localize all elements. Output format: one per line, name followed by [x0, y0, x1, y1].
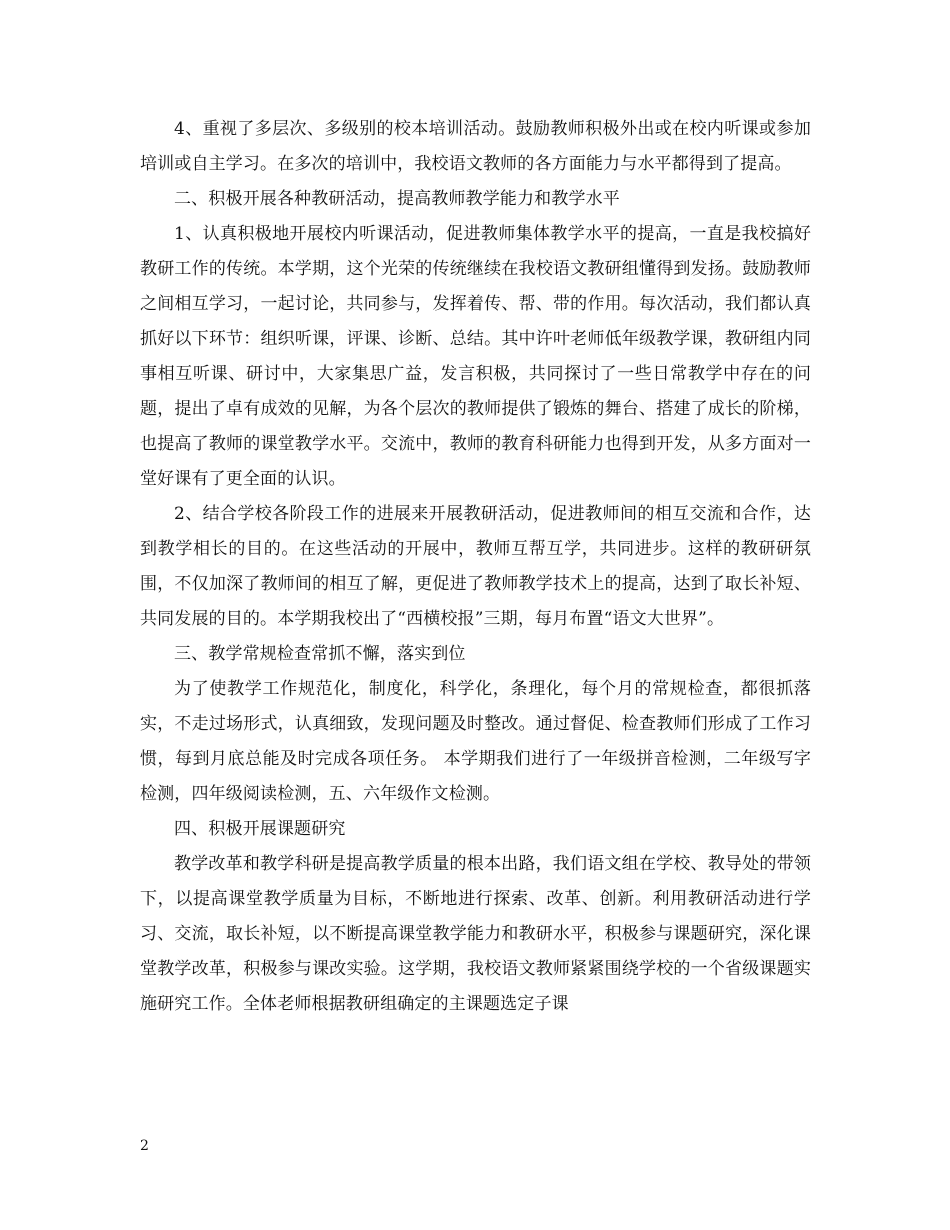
paragraph-cooperation: 2、结合学校各阶段工作的进展来开展教研活动，促进教师间的相互交流和合作，达到教学相长的目的。在这些活动的开展中，教师互帮互学，共同进步。这样的教研研氛围，不仅加深了教师间的相互了解，更促进了教师教学技术上的提高，达到了取长补短、共同发展的目的。本学期我校出了“西横校报”三期，每月布置“语文大世界”。: [140, 504, 811, 629]
page-number: 2: [140, 1138, 149, 1154]
document-body: [140, 112, 811, 1022]
heading-section-4: 四、积极开展课题研究: [174, 819, 346, 839]
paragraph-routine-check: 为了使教学工作规范化，制度化，科学化，条理化，每个月的常规检查，都很抓落实，不走过场形式，认真细致，发现问题及时整改。通过督促、检查教师们形成了工作习惯，每到月底总能及时完成各项任务。 本学期我们进行了一年级拼音检测，二年级写字检测，四年级阅读检测，五、六年级作文检测。: [140, 679, 811, 804]
heading-section-3: 三、教学常规检查常抓不懈，落实到位: [174, 644, 466, 664]
paragraph-training: 4、重视了多层次、多级别的校本培训活动。鼓励教师积极外出或在校内听课或参加培训或自主学习。在多次的培训中，我校语文教师的各方面能力与水平都得到了提高。: [140, 119, 811, 174]
paragraph-listening: 1、认真积极地开展校内听课活动，促进教师集体教学水平的提高，一直是我校搞好教研工作的传统。本学期，这个光荣的传统继续在我校语文教研组懂得到发扬。鼓励教师之间相互学习，一起讨论，共同参与，发挥着传、帮、带的作用。每次活动，我们都认真抓好以下环节：组织听课，评课、诊断、总结。其中许叶老师低年级教学课，教研组内同事相互听课、研讨中，大家集思广益，发言积极，共同探讨了一些日常教学中存在的问题，提出了卓有成效的见解，为各个层次的教师提供了锻炼的舞台、搭建了成长的阶梯，也提高了教师的课堂教学水平。交流中，教师的教育科研能力也得到开发，从多方面对一堂好课有了更全面的认识。: [140, 224, 811, 489]
paragraph-research: 教学改革和教学科研是提高教学质量的根本出路，我们语文组在学校、教导处的带领下，以提高课堂教学质量为目标，不断地进行探索、改革、创新。利用教研活动进行学习、交流，取长补短，以不断提高课堂教学能力和教研水平，积极参与课题研究，深化课堂教学改革，积极参与课改实验。这学期，我校语文教师紧紧围绕学校的一个省级课题实施研究工作。全体老师根据教研组确定的主课题选定子课: [140, 854, 811, 1014]
heading-section-2: 二、积极开展各种教研活动，提高教师教学能力和教学水平: [174, 189, 620, 209]
